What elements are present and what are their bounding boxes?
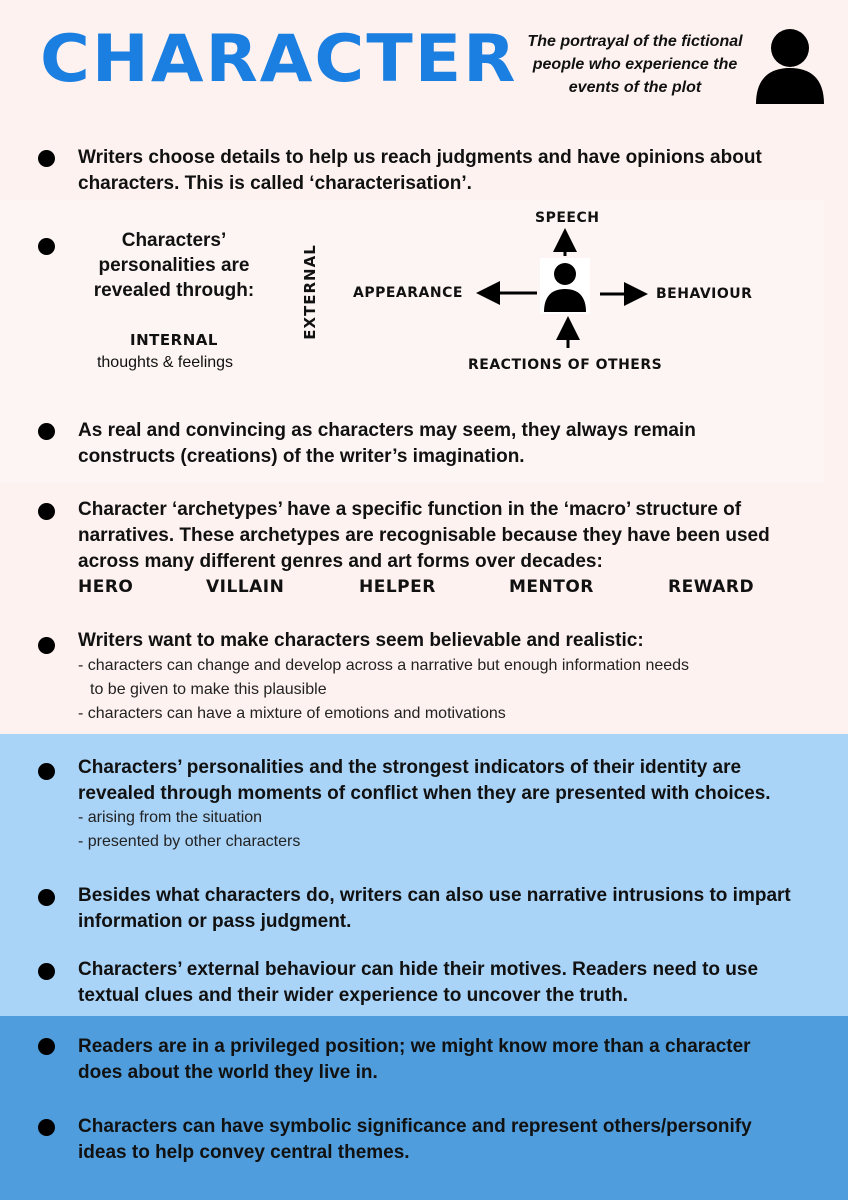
- archetype-helper: HELPER: [359, 577, 436, 597]
- point-believable: Writers want to make characters seem believable and realistic:: [78, 630, 644, 651]
- point-believable-sub1: - characters can change and develop across a narrative but enough information needs: [78, 657, 690, 674]
- point-conflict-sub1: - arising from the situation: [78, 809, 263, 826]
- bullet: [38, 1038, 55, 1055]
- point-hidden-motives: Characters’ external behaviour can hide their motives. Readers need to use textual clues and their wider experience to uncover the truth.: [78, 959, 759, 1006]
- speech-label: SPEECH: [535, 210, 600, 226]
- archetype-mentor: MENTOR: [509, 577, 594, 597]
- point-archetypes: Character ‘archetypes’ have a specific function in the ‘macro’ structure of narratives. These archetypes are recognisable because they have been used across many different genres and art forms over decades:: [78, 499, 770, 572]
- internal-label: INTERNAL: [130, 331, 218, 349]
- point-privileged-position: Readers are in a privileged position; we might know more than a character does about the world they live in.: [78, 1036, 751, 1083]
- point-characterisation: Writers choose details to help us reach judgments and have opinions about characters. This is called ‘characterisation’.: [78, 147, 762, 194]
- bullet: [38, 1119, 55, 1136]
- title-definition: The portrayal of the fictional people who experience the events of the plot: [527, 33, 743, 96]
- point-conflict-sub2: - presented by other characters: [78, 833, 301, 850]
- bullet: [38, 503, 55, 520]
- bullet: [38, 423, 55, 440]
- point-constructs: As real and convincing as characters may seem, they always remain constructs (creations) of the writer’s imagination.: [78, 420, 696, 467]
- page-title: CHARACTER: [40, 22, 518, 98]
- reactions-label: REACTIONS OF OTHERS: [468, 357, 663, 373]
- bullet: [38, 963, 55, 980]
- behaviour-label: BEHAVIOUR: [656, 286, 753, 302]
- bullet: [38, 763, 55, 780]
- revealed-through-text: Characters’ personalities are revealed through:: [93, 230, 255, 301]
- point-conflict: Characters’ personalities and the strongest indicators of their identity are revealed through moments of conflict when they are presented with choices.: [78, 757, 771, 804]
- archetype-villain: VILLAIN: [206, 577, 285, 597]
- point-believable-sub2: - characters can have a mixture of emotions and motivations: [78, 705, 506, 722]
- bullet: [38, 637, 55, 654]
- appearance-label: APPEARANCE: [353, 285, 463, 301]
- internal-description: thoughts & feelings: [96, 354, 234, 371]
- external-label-text: EXTERNAL: [301, 244, 319, 340]
- bullet: [38, 889, 55, 906]
- archetype-reward: REWARD: [668, 577, 755, 597]
- point-narrative-intrusions: Besides what characters do, writers can also use narrative intrusions to impart information or pass judgment.: [78, 885, 791, 932]
- archetype-hero: HERO: [78, 577, 134, 597]
- point-symbolic-significance: Characters can have symbolic significance and represent others/personify ideas to help convey central themes.: [78, 1116, 752, 1163]
- point-believable-sub1-cont: to be given to make this plausible: [90, 681, 327, 698]
